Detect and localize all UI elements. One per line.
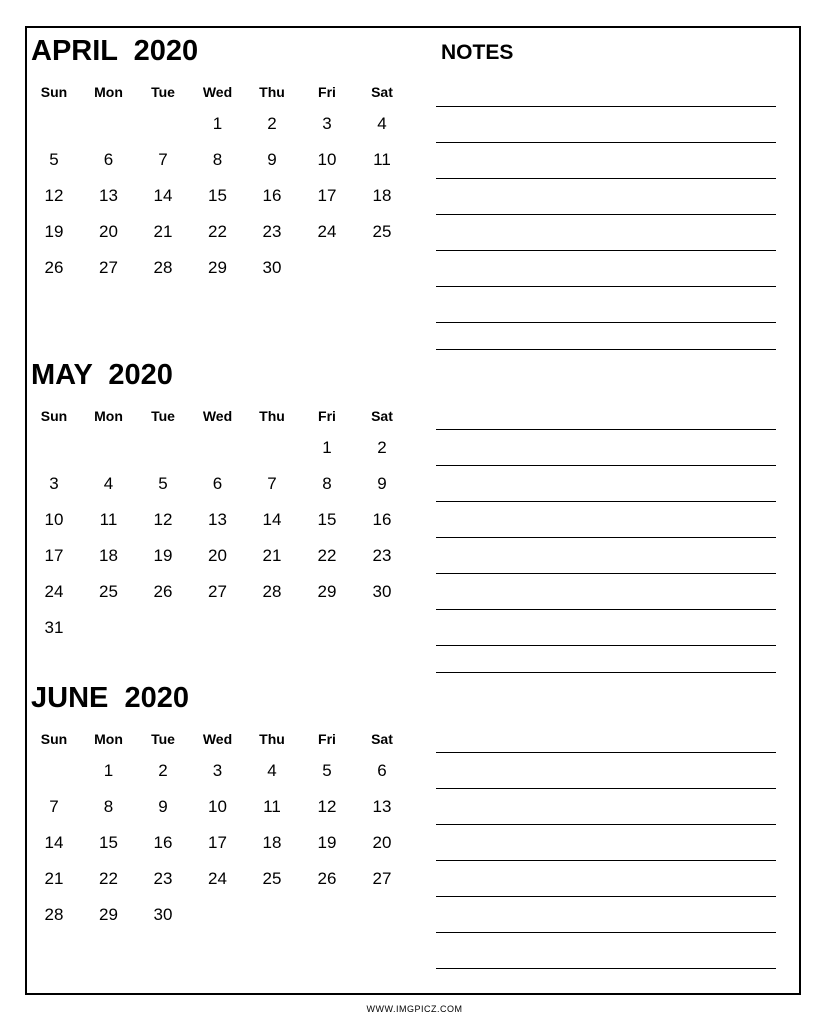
day-cell: 21	[262, 546, 282, 565]
day-cell: 24	[44, 582, 64, 601]
note-line	[436, 609, 776, 610]
note-line	[436, 286, 776, 287]
day-cell: 25	[99, 582, 118, 601]
day-cell: 17	[208, 833, 227, 852]
day-cell: 9	[267, 150, 277, 169]
day-cell: 13	[372, 797, 392, 816]
day-cell: 11	[263, 797, 281, 816]
note-line	[436, 824, 776, 825]
note-line	[436, 429, 776, 430]
note-line	[436, 788, 776, 789]
weekday-label: Fri	[318, 731, 336, 747]
day-cell: 15	[99, 833, 118, 852]
weekday-label: Thu	[259, 84, 285, 100]
weekday-label: Sat	[371, 84, 393, 100]
day-cell: 28	[44, 905, 64, 924]
day-cell: 18	[372, 186, 392, 205]
day-cell: 8	[322, 474, 332, 493]
day-cell: 22	[208, 222, 227, 241]
weekday-label: Wed	[202, 84, 233, 100]
day-cell: 5	[158, 474, 168, 493]
month-title: MAY 2020	[31, 359, 173, 391]
day-cell: 13	[208, 510, 227, 529]
note-line	[436, 250, 776, 251]
day-cell: 30	[262, 258, 282, 277]
note-line	[436, 860, 776, 861]
weekday-label: Tue	[151, 408, 175, 424]
weekday-label: Tue	[151, 84, 175, 100]
note-line	[436, 932, 776, 933]
day-cell: 6	[377, 761, 387, 780]
note-line	[436, 465, 776, 466]
day-cell: 7	[49, 797, 59, 816]
day-cell: 31	[44, 618, 64, 637]
day-cell: 30	[153, 905, 173, 924]
day-cell: 29	[208, 258, 227, 277]
weekday-label: Sun	[40, 84, 68, 100]
day-cell: 8	[212, 150, 223, 169]
day-cell: 1	[212, 114, 223, 133]
day-cell: 22	[317, 546, 337, 565]
day-cell: 17	[44, 546, 64, 565]
day-cell: 29	[99, 905, 118, 924]
weekday-label: Fri	[318, 408, 336, 424]
note-line	[436, 537, 776, 538]
day-cell: 20	[99, 222, 118, 241]
day-cell: 26	[153, 582, 173, 601]
month-title: JUNE 2020	[31, 682, 189, 714]
note-line	[436, 178, 776, 179]
note-line	[436, 672, 776, 673]
weekday-label: Thu	[259, 731, 285, 747]
day-cell: 1	[103, 761, 114, 780]
weekday-label: Mon	[94, 84, 123, 100]
day-cell: 6	[212, 474, 223, 493]
note-line	[436, 968, 776, 969]
day-cell: 5	[322, 761, 332, 780]
weekday-label: Sun	[40, 731, 68, 747]
day-cell: 22	[99, 869, 118, 888]
day-cell: 17	[317, 186, 337, 205]
footer-watermark: WWW.IMGPICZ.COM	[366, 1004, 463, 1014]
day-cell: 27	[372, 869, 392, 888]
day-cell: 9	[158, 797, 168, 816]
day-cell: 18	[262, 833, 282, 852]
weekday-label: Tue	[151, 731, 175, 747]
weekday-label: Wed	[202, 408, 233, 424]
day-cell: 20	[372, 833, 392, 852]
day-cell: 16	[262, 186, 282, 205]
day-cell: 10	[317, 150, 337, 169]
day-cell: 7	[158, 150, 168, 169]
note-line	[436, 501, 776, 502]
day-cell: 24	[317, 222, 337, 241]
day-cell: 29	[317, 582, 337, 601]
day-cell: 11	[99, 510, 118, 529]
day-cell: 10	[44, 510, 64, 529]
weekday-label: Thu	[259, 408, 285, 424]
note-line	[436, 349, 776, 350]
note-line	[436, 896, 776, 897]
weekday-label: Sat	[371, 731, 393, 747]
weekday-label: Fri	[318, 84, 336, 100]
weekday-label: Sun	[40, 408, 68, 424]
weekday-label: Mon	[94, 731, 123, 747]
weekday-label: Wed	[202, 731, 233, 747]
day-cell: 15	[317, 510, 337, 529]
note-line	[436, 106, 776, 107]
day-cell: 19	[153, 546, 173, 565]
day-cell: 1	[322, 438, 332, 457]
weekday-label: Sat	[371, 408, 393, 424]
day-cell: 24	[208, 869, 227, 888]
day-cell: 7	[267, 474, 277, 493]
day-cell: 19	[317, 833, 337, 852]
day-cell: 5	[49, 150, 59, 169]
day-cell: 28	[262, 582, 282, 601]
day-cell: 4	[103, 474, 114, 493]
day-cell: 26	[44, 258, 64, 277]
note-line	[436, 752, 776, 753]
day-cell: 12	[44, 186, 64, 205]
day-cell: 25	[262, 869, 282, 888]
notes-title: NOTES	[441, 41, 514, 64]
note-line	[436, 322, 776, 323]
day-cell: 10	[208, 797, 227, 816]
day-cell: 2	[377, 438, 387, 457]
day-cell: 28	[153, 258, 173, 277]
day-cell: 26	[317, 869, 337, 888]
day-cell: 14	[153, 186, 173, 205]
day-cell: 14	[44, 833, 64, 852]
day-cell: 12	[317, 797, 337, 816]
day-cell: 23	[262, 222, 282, 241]
day-cell: 6	[103, 150, 114, 169]
day-cell: 27	[208, 582, 227, 601]
note-line	[436, 142, 776, 143]
day-cell: 23	[372, 546, 392, 565]
day-cell: 27	[99, 258, 118, 277]
note-line	[436, 214, 776, 215]
day-cell: 4	[377, 114, 387, 133]
day-cell: 12	[153, 510, 173, 529]
day-cell: 3	[49, 474, 59, 493]
day-cell: 15	[208, 186, 227, 205]
day-cell: 9	[377, 474, 387, 493]
day-cell: 16	[372, 510, 392, 529]
note-line	[436, 573, 776, 574]
day-cell: 21	[153, 222, 173, 241]
day-cell: 23	[153, 869, 173, 888]
day-cell: 3	[322, 114, 332, 133]
day-cell: 16	[153, 833, 173, 852]
day-cell: 13	[99, 186, 118, 205]
day-cell: 30	[372, 582, 392, 601]
day-cell: 2	[267, 114, 277, 133]
note-line	[436, 645, 776, 646]
day-cell: 3	[212, 761, 223, 780]
day-cell: 20	[208, 546, 227, 565]
day-cell: 4	[267, 761, 277, 780]
weekday-label: Mon	[94, 408, 123, 424]
month-title: APRIL 2020	[31, 35, 199, 67]
day-cell: 8	[103, 797, 114, 816]
day-cell: 11	[373, 150, 391, 169]
day-cell: 14	[262, 510, 282, 529]
day-cell: 25	[372, 222, 392, 241]
day-cell: 19	[44, 222, 64, 241]
day-cell: 21	[44, 869, 64, 888]
day-cell: 18	[99, 546, 118, 565]
day-cell: 2	[158, 761, 168, 780]
